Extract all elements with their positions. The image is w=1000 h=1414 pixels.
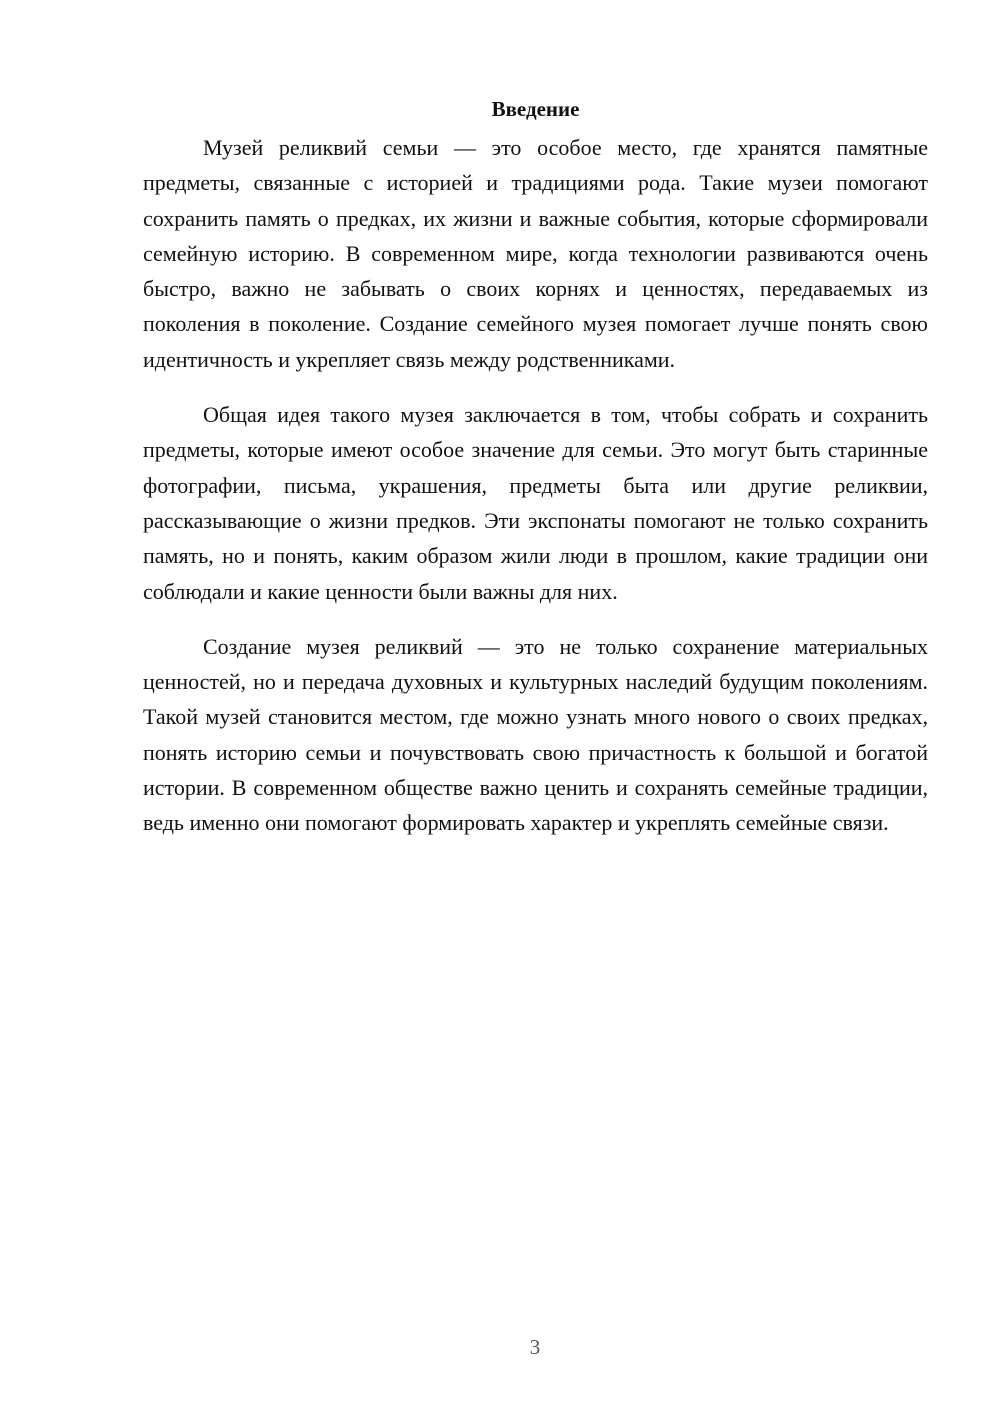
paragraph-1: Музей реликвий семьи — это особое место, где хранятся памятные предметы, связанные с историей и традициями рода. Такие музеи помогают сохранить память о предках, их жизни и важные события, которые сформировали семейную историю. В современном мире, когда технологии развиваются очень быстро, важно не забывать о своих корнях и ценностях, передаваемых из поколения в поколение. Создание семейного музея помогает лучше понять свою идентичность и укрепляет связь между родственниками. — [143, 135, 928, 372]
paragraph-3: Создание музея реликвий — это не только сохранение материальных ценностей, но и передача духовных и культурных наследий будущим поколениям. Такой музей становится местом, где можно узнать много нового о своих предках, понять историю семьи и почувствовать свою причастность к большой и богатой истории. В современном обществе важно ценить и сохранять семейные традиции, ведь именно они помогают формировать характер и укреплять семейные связи. — [143, 633, 928, 836]
page-content — [143, 92, 928, 841]
page-number: 3 — [529, 1335, 541, 1359]
paragraph-2: Общая идея такого музея заключается в том, чтобы собрать и сохранить предметы, которые имеют особое значение для семьи. Это могут быть старинные фотографии, письма, украшения, предметы быта или другие реликвии, рассказывающие о жизни предков. Эти экспонаты помогают не только сохранить память, но и понять, каким образом жили люди в прошлом, какие традиции они соблюдали и какие ценности были важны для них. — [143, 402, 928, 604]
page-title: Введение — [491, 97, 580, 121]
